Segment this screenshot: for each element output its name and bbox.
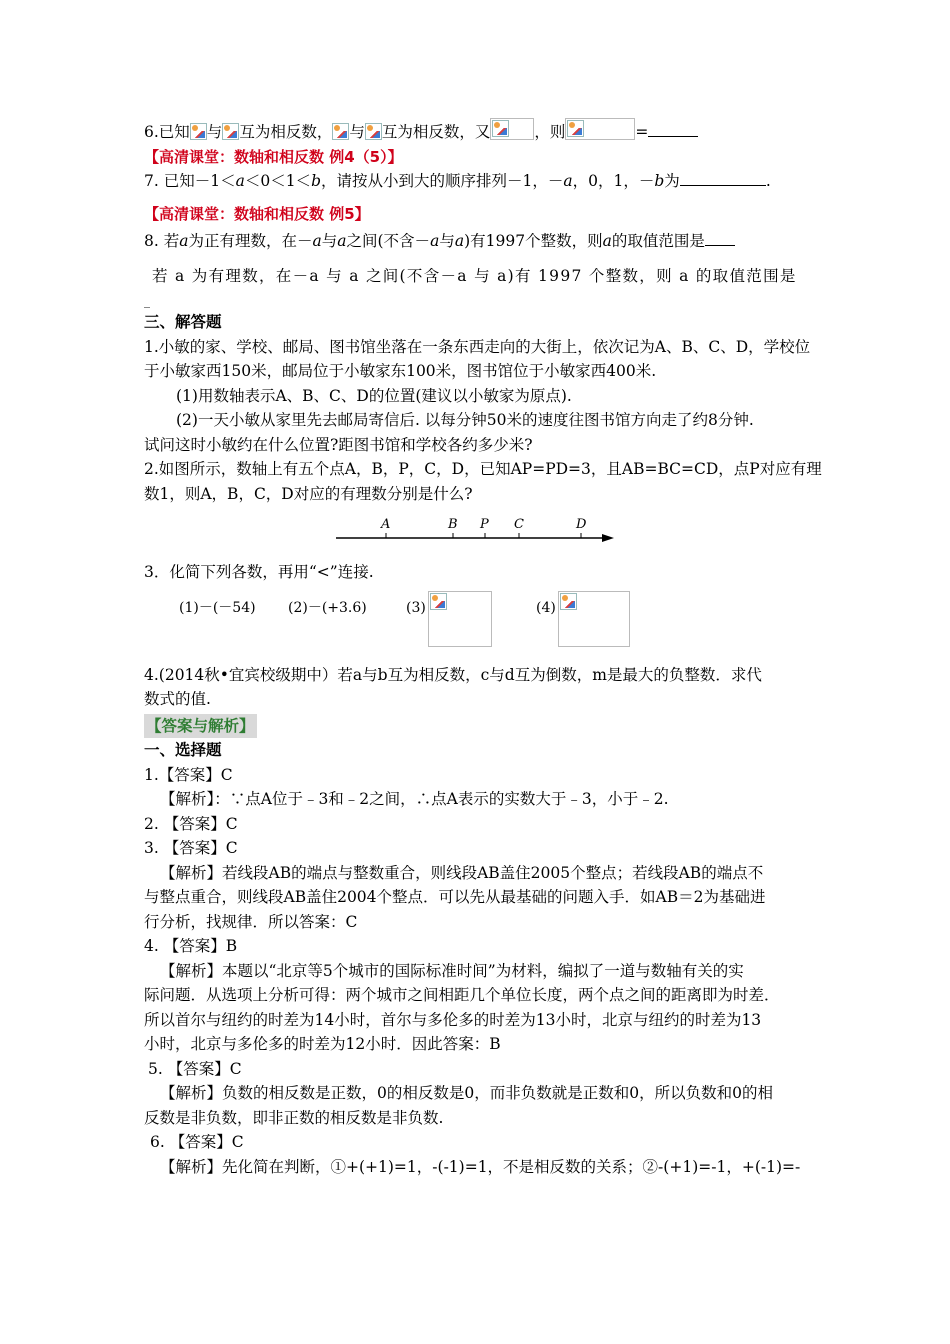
problem-1-line: 于小敏家西150米，邮局位于小敏家东100米，图书馆位于小敏家西400米.	[144, 362, 657, 380]
problem-3-item-3: (3)	[406, 599, 426, 616]
question-8-line3: _	[144, 294, 150, 308]
question-8: 8. 若a为正有理数，在－a与a之间(不含－a与a)有1997个整数，则a的取值范围是	[144, 229, 810, 254]
problem-4-line: 数式的值.	[144, 690, 211, 708]
label-a: A	[381, 517, 391, 532]
problem-2-line: 2.如图所示，数轴上有五个点A，B，P，C，D，已知AP=PD=3，且AB=BC=CD，点P对应有理	[144, 460, 822, 478]
problem-1-line: 1.小敏的家、学校、邮局、图书馆坐落在一条东西走向的大街上，依次记为A、B、C、D，学校位	[144, 337, 811, 356]
formula-image-icon	[365, 123, 382, 140]
answer-5-explanation: 【解析】负数的相反数是正数，0的相反数是0，而非负数就是正数和0，所以负数和0的相	[160, 1084, 773, 1102]
problem-3-items	[144, 591, 810, 653]
answer-3-explanation: 行分析，找规律．所以答案：C	[144, 912, 358, 931]
answer-4-explanation: 所以首尔与纽约的时差为14小时，首尔与多伦多的时差为13小时，北京与纽约的时差为13	[144, 1010, 762, 1029]
answer-1: 1.【答案】C	[144, 765, 233, 784]
formula-image-icon	[190, 123, 207, 140]
problem-3-item-1: (1)－(－54)	[179, 599, 256, 616]
reference-tag-1: 【高清课堂：数轴和相反数 例4（5）】	[144, 147, 403, 166]
answers-heading: 【答案与解析】	[144, 714, 257, 739]
number-line-figure	[144, 508, 810, 550]
answer-4: 4. 【答案】B	[144, 937, 238, 955]
formula-image-box	[490, 118, 534, 140]
answer-4-explanation: 际问题．从选项上分析可得：两个城市之间相距几个单位长度，两个点之间的距离即为时差．	[144, 986, 780, 1004]
answer-2: 2. 【答案】C	[144, 814, 238, 833]
problem-4-line: 4.(2014秋•宜宾校级期中）若a与b互为相反数，c与d互为倒数，m是最大的负整数．求代	[144, 665, 762, 684]
problem-2-line: 数1，则A，B，C，D对应的有理数分别是什么?	[144, 484, 473, 503]
formula-image-icon	[332, 123, 349, 140]
answer-5: 5. 【答案】C	[148, 1059, 242, 1078]
answer-blank	[705, 231, 735, 246]
formula-image-icon	[430, 593, 447, 610]
formula-image-box	[565, 118, 635, 140]
number-line-svg	[144, 508, 810, 550]
problem-3-line: 3．化简下列各数，再用“<”连接.	[144, 563, 374, 581]
answer-6: 6. 【答案】C	[150, 1133, 244, 1151]
axis-arrow	[602, 534, 614, 542]
formula-image-icon	[560, 593, 577, 610]
answer-blank	[680, 171, 766, 186]
label-p: P	[480, 517, 489, 532]
document-page	[144, 118, 822, 1179]
answer-4-explanation: 小时，北京与多伦多的时差为12小时．因此答案：B	[144, 1035, 501, 1053]
reference-tag-2: 【高清课堂：数轴和相反数 例5】	[144, 204, 370, 223]
problem-3-item-2: (2)－(+3.6)	[288, 599, 367, 616]
problem-3-item-4: (4)	[536, 599, 556, 616]
answer-5-explanation: 反数是非负数，即非正数的相反数是非负数.	[144, 1108, 444, 1127]
answer-6-explanation: 【解析】先化简在判断，①+(+1)=1，-(-1)=1，不是相反数的关系；②-(+1)=-1，+(-1)=-	[160, 1157, 801, 1176]
answer-3-explanation: 【解析】若线段AB的端点与整数重合，则线段AB盖住2005个整点；若线段AB的端点不	[160, 863, 764, 882]
question-6: 6.已知 与 互为相反数， 与 互为相反数，又 ，则 =	[144, 118, 810, 145]
answer-4-explanation: 【解析】本题以“北京等5个城市的国际标准时间”为材料，编拟了一道与数轴有关的实	[160, 961, 744, 980]
label-b: B	[448, 517, 458, 532]
answer-1-explanation: 【解析】：∵点A位于﹣3和﹣2之间，∴点A表示的实数大于﹣3，小于﹣2.	[160, 790, 669, 808]
formula-image-icon	[222, 123, 239, 140]
problem-1-line: (2)一天小敏从家里先去邮局寄信后. 以每分钟50米的速度往图书馆方向走了约8分钟.	[176, 411, 754, 429]
formula-image-box	[558, 591, 630, 647]
section-heading-3: 三、解答题	[144, 313, 222, 331]
q6-text: 6.已知	[144, 123, 190, 141]
section-heading-1: 一、选择题	[144, 741, 222, 759]
problem-1-line: (1)用数轴表示A、B、C、D的位置(建议以小敏家为原点).	[176, 386, 572, 405]
formula-image-box	[428, 591, 492, 647]
answer-blank	[648, 122, 698, 137]
formula-image-icon	[492, 120, 509, 137]
question-8-line2: 若 a 为有理数，在－a 与 a 之间(不含－a 与 a)有 1997 个整数，则 a 的取值范围是	[152, 266, 797, 285]
question-7: 7. 已知－1＜a＜0＜1＜b，请按从小到大的顺序排列－1，－a，0，1，－b为 .	[144, 172, 771, 190]
formula-image-icon	[567, 120, 584, 137]
answer-3: 3. 【答案】C	[144, 839, 238, 857]
label-c: C	[514, 517, 524, 532]
answer-3-explanation: 与整点重合，则线段AB盖住2004个整点．可以先从最基础的问题入手．如AB＝2为基础进	[144, 888, 766, 906]
label-d: D	[576, 517, 587, 532]
problem-1-line: 试问这时小敏约在什么位置?距图书馆和学校各约多少米?	[144, 435, 533, 454]
